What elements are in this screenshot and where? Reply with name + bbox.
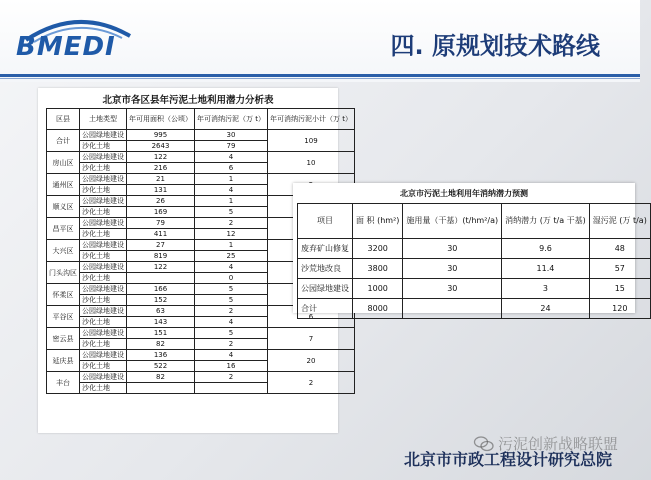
area-cell: 819 <box>127 251 195 262</box>
capacity-cell: 5 <box>195 295 268 306</box>
column-header: 项目 <box>298 204 353 239</box>
item-cell: 公园绿地建设 <box>298 279 353 299</box>
table2-title: 北京市污泥土地利用年消纳潜力预测 <box>400 189 528 198</box>
area-cell: 26 <box>127 196 195 207</box>
capacity-cell: 1 <box>195 196 268 207</box>
item-cell: 废弃矿山修复 <box>298 239 353 259</box>
table-row <box>298 239 651 259</box>
subtotal-cell: 20 <box>267 350 354 372</box>
type-cell: 沙化土地 <box>80 207 127 218</box>
district-cell: 房山区 <box>47 152 80 174</box>
table-row <box>47 328 355 339</box>
wet-cell: 15 <box>589 279 650 299</box>
potential-cell: 9.6 <box>502 239 590 259</box>
rate-cell: 30 <box>403 259 502 279</box>
area-cell: 136 <box>127 350 195 361</box>
type-cell: 公园绿地建设 <box>80 130 127 141</box>
table-row <box>298 259 651 279</box>
table-row <box>47 350 355 361</box>
capacity-cell: 1 <box>195 240 268 251</box>
area-cell: 143 <box>127 317 195 328</box>
type-cell: 沙化土地 <box>80 361 127 372</box>
company-logo <box>16 10 146 70</box>
type-cell: 沙化土地 <box>80 163 127 174</box>
area-cell: 27 <box>127 240 195 251</box>
subtotal-cell: 7 <box>267 328 354 350</box>
type-cell: 沙化土地 <box>80 141 127 152</box>
area-cell: 1000 <box>353 279 403 299</box>
type-cell: 沙化土地 <box>80 251 127 262</box>
header <box>0 0 640 82</box>
district-cell: 顺义区 <box>47 196 80 218</box>
district-cell: 合计 <box>47 130 80 152</box>
area-cell: 122 <box>127 152 195 163</box>
type-cell: 公园绿地建设 <box>80 372 127 383</box>
column-header: 年可消纳污泥小计（万 t） <box>267 109 354 130</box>
table-row <box>298 279 651 299</box>
area-cell: 63 <box>127 306 195 317</box>
district-cell: 密云县 <box>47 328 80 350</box>
table-row <box>47 372 355 383</box>
capacity-cell: 0 <box>195 273 268 284</box>
area-cell: 131 <box>127 185 195 196</box>
area-cell <box>127 273 195 284</box>
potential-cell: 24 <box>502 299 590 319</box>
area-cell: 79 <box>127 218 195 229</box>
type-cell: 公园绿地建设 <box>80 152 127 163</box>
type-cell: 公园绿地建设 <box>80 306 127 317</box>
table-header-row <box>47 109 355 130</box>
type-cell: 公园绿地建设 <box>80 196 127 207</box>
area-cell: 216 <box>127 163 195 174</box>
area-cell: 411 <box>127 229 195 240</box>
area-cell: 82 <box>127 339 195 350</box>
area-cell: 21 <box>127 174 195 185</box>
column-header: 区县 <box>47 109 80 130</box>
capacity-cell: 4 <box>195 262 268 273</box>
capacity-cell: 5 <box>195 284 268 295</box>
type-cell: 沙化土地 <box>80 317 127 328</box>
area-cell: 2643 <box>127 141 195 152</box>
district-cell: 门头沟区 <box>47 262 80 284</box>
type-cell: 沙化土地 <box>80 295 127 306</box>
type-cell: 公园绿地建设 <box>80 328 127 339</box>
capacity-cell <box>195 383 268 394</box>
subtotal-cell: 10 <box>267 152 354 174</box>
type-cell: 公园绿地建设 <box>80 240 127 251</box>
wet-cell: 48 <box>589 239 650 259</box>
item-cell: 沙荒地改良 <box>298 259 353 279</box>
column-header: 年可消纳污泥（万 t） <box>195 109 268 130</box>
rate-cell <box>403 299 502 319</box>
type-cell: 公园绿地建设 <box>80 262 127 273</box>
district-cell: 大兴区 <box>47 240 80 262</box>
capacity-cell: 2 <box>195 306 268 317</box>
wet-cell: 57 <box>589 259 650 279</box>
capacity-cell: 4 <box>195 317 268 328</box>
table2-body <box>298 239 651 319</box>
type-cell: 沙化土地 <box>80 339 127 350</box>
forecast-panel <box>293 183 647 313</box>
capacity-cell: 5 <box>195 328 268 339</box>
area-cell: 522 <box>127 361 195 372</box>
capacity-cell: 2 <box>195 218 268 229</box>
capacity-cell: 4 <box>195 185 268 196</box>
type-cell: 公园绿地建设 <box>80 284 127 295</box>
area-cell: 3200 <box>353 239 403 259</box>
district-cell: 通州区 <box>47 174 80 196</box>
district-cell: 平谷区 <box>47 306 80 328</box>
table-header-row <box>298 204 651 239</box>
subtotal-cell: 109 <box>267 130 354 152</box>
type-cell: 公园绿地建设 <box>80 174 127 185</box>
table-row <box>47 152 355 163</box>
rate-cell: 30 <box>403 239 502 259</box>
capacity-cell: 12 <box>195 229 268 240</box>
capacity-cell: 4 <box>195 350 268 361</box>
column-header: 面 积 (hm²) <box>353 204 403 239</box>
header-divider <box>0 74 640 77</box>
capacity-cell: 25 <box>195 251 268 262</box>
wet-cell: 120 <box>589 299 650 319</box>
district-cell: 怀柔区 <box>47 284 80 306</box>
column-header: 消纳潜力 (万 t/a 干基) <box>502 204 590 239</box>
area-cell: 166 <box>127 284 195 295</box>
area-cell: 151 <box>127 328 195 339</box>
capacity-cell: 2 <box>195 372 268 383</box>
district-cell: 昌平区 <box>47 218 80 240</box>
type-cell: 沙化土地 <box>80 185 127 196</box>
area-cell: 122 <box>127 262 195 273</box>
subtotal-cell: 6 <box>267 306 354 328</box>
capacity-cell: 16 <box>195 361 268 372</box>
capacity-cell: 4 <box>195 152 268 163</box>
footer-organization: 北京市市政工程设计研究总院 <box>403 450 612 469</box>
watermark-text: 污泥创新战略联盟 <box>497 435 618 453</box>
capacity-cell: 30 <box>195 130 268 141</box>
area-cell: 152 <box>127 295 195 306</box>
type-cell: 沙化土地 <box>80 383 127 394</box>
rate-cell: 30 <box>403 279 502 299</box>
type-cell: 沙化土地 <box>80 273 127 284</box>
capacity-cell: 2 <box>195 339 268 350</box>
area-cell <box>127 383 195 394</box>
table-row <box>47 130 355 141</box>
type-cell: 沙化土地 <box>80 229 127 240</box>
area-cell: 3800 <box>353 259 403 279</box>
potential-cell: 11.4 <box>502 259 590 279</box>
table-row <box>298 299 651 319</box>
type-cell: 公园绿地建设 <box>80 350 127 361</box>
logo-text: BMEDI <box>16 32 116 62</box>
column-header: 土地类型 <box>80 109 127 130</box>
capacity-cell: 79 <box>195 141 268 152</box>
area-cell: 8000 <box>353 299 403 319</box>
capacity-cell: 1 <box>195 174 268 185</box>
district-cell: 丰台 <box>47 372 80 394</box>
table1-title: 北京市各区县年污泥土地利用潜力分析表 <box>102 95 274 106</box>
potential-cell: 3 <box>502 279 590 299</box>
column-header: 年可用面积（公顷） <box>127 109 195 130</box>
area-cell: 995 <box>127 130 195 141</box>
slide-title: 四. 原规划技术路线 <box>390 32 600 60</box>
column-header: 湿污泥 (万 t/a) <box>589 204 650 239</box>
item-cell: 合计 <box>298 299 353 319</box>
capacity-cell: 6 <box>195 163 268 174</box>
area-cell: 82 <box>127 372 195 383</box>
column-header: 施用量（干基）(t/hm²/a) <box>403 204 502 239</box>
forecast-table <box>297 203 651 319</box>
district-cell: 延庆县 <box>47 350 80 372</box>
header-divider-thin <box>0 78 640 79</box>
area-cell: 169 <box>127 207 195 218</box>
subtotal-cell: 2 <box>267 372 354 394</box>
capacity-cell: 5 <box>195 207 268 218</box>
type-cell: 公园绿地建设 <box>80 218 127 229</box>
